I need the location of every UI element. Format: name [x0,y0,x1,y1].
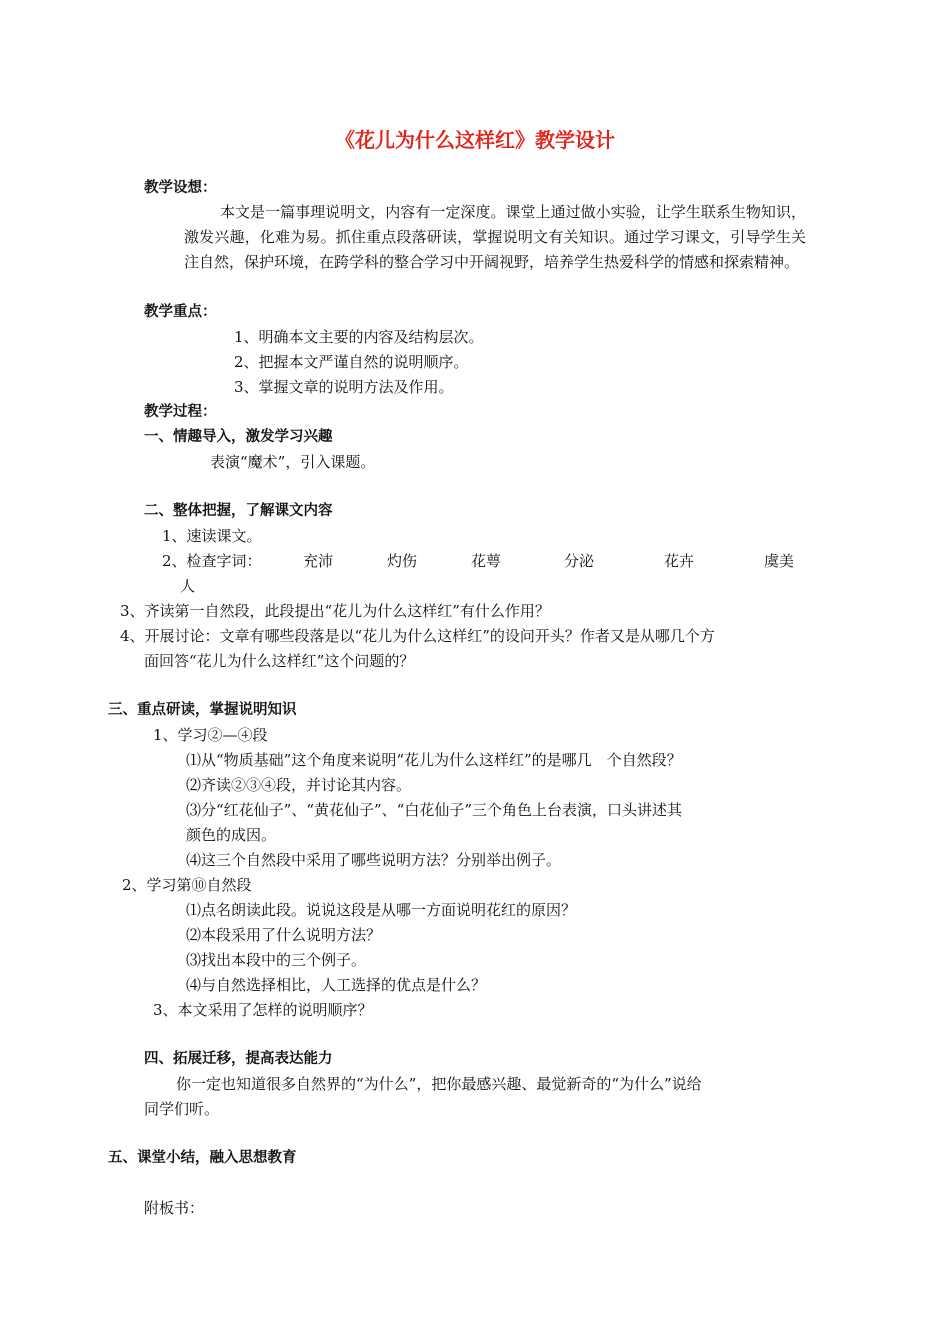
board-label: 附板书： [144,1199,205,1217]
section-3-part-2-item: ⑴点名朗读此段。说说这段是从哪一方面说明花红的原因？ [186,901,577,919]
vocab-word-tail: 人 [180,577,196,595]
vocab-word: 充沛 [303,552,334,570]
section-4-heading: 四、拓展迁移，提高表达能力 [144,1051,333,1067]
section-3-part-2-item: ⑷与自然选择相比，人工选择的优点是什么？ [186,976,487,994]
focus-item-3: 3、掌握文章的说明方法及作用。 [234,378,454,396]
section-2-item-4-line-1: 4、开展讨论：文章有哪些段落是以“花儿为什么这样红”的设问开头？作者又是从哪几个方 [120,627,715,645]
section-5-heading: 五、课堂小结，融入思想教育 [108,1150,297,1166]
design-heading: 教学设想： [144,180,217,196]
section-4-text-line-2: 同学们听。 [144,1100,220,1118]
section-3-part-1-item: ⑵齐读②③④段，并讨论其内容。 [186,776,412,794]
section-3-heading: 三、重点研读，掌握说明知识 [108,702,297,718]
section-3-part-3: 3、本文采用了怎样的说明顺序？ [153,1001,373,1019]
section-3-part-1: 1、学习②—④段 [153,726,268,744]
document-title: 《花儿为什么这样红》教学设计 [335,128,615,152]
section-3-part-1-item: ⑴从“物质基础”这个角度来说明“花儿为什么这样红”的是哪几 个自然段？ [186,751,682,769]
section-2-item-4-line-2: 面回答“花儿为什么这样红”这个问题的？ [144,652,415,670]
section-2-item-1: 1、速读课文。 [162,527,262,545]
focus-item-1: 1、明确本文主要的内容及结构层次。 [234,328,484,346]
design-paragraph: 本文是一篇事理说明文，内容有一定深度。课堂上通过做小实验，让学生联系生物知识，激发兴趣，化难为易。抓住重点段落研读，掌握说明文有关知识。通过学习课文，引导学生关注自然，保护环境，在跨学科的整合学习中开阔视野，培养学生热爱科学的情感和探索精神。 [184,203,806,271]
section-3-part-1-item: ⑷这三个自然段中采用了哪些说明方法？分别举出例子。 [186,851,562,869]
focus-item-2: 2、把握本文严谨自然的说明顺序。 [234,353,469,371]
section-4-text-line-1: 你一定也知道很多自然界的“为什么”，把你最感兴趣、最觉新奇的“为什么”说给 [176,1075,702,1093]
section-1-text: 表演“魔术”，引入课题。 [210,453,376,471]
section-3-part-1-item: 颜色的成因。 [186,826,277,844]
vocab-word: 花卉 [664,552,695,570]
section-3-part-2-item: ⑵本段采用了什么说明方法？ [186,926,382,944]
process-heading: 教学过程： [144,404,217,420]
vocab-word: 虞美 [764,552,795,570]
section-3-part-1-item: ⑶分“红花仙子”、“黄花仙子”、“白花仙子”三个角色上台表演，口头讲述其 [186,801,683,819]
vocab-word: 灼伤 [387,552,418,570]
vocab-word: 花萼 [471,552,502,570]
focus-heading: 教学重点： [144,304,217,320]
section-2-item-2-label: 2、检查字词： [162,552,262,570]
section-1-heading: 一、情趣导入，激发学习兴趣 [144,429,333,445]
section-2-heading: 二、整体把握，了解课文内容 [144,503,333,519]
section-2-item-3: 3、齐读第一自然段，此段提出“花儿为什么这样红”有什么作用？ [120,602,550,620]
section-3-part-2-item: ⑶找出本段中的三个例子。 [186,951,367,969]
section-3-part-2: 2、学习第⑩自然段 [122,876,252,894]
vocab-word: 分泌 [564,552,595,570]
